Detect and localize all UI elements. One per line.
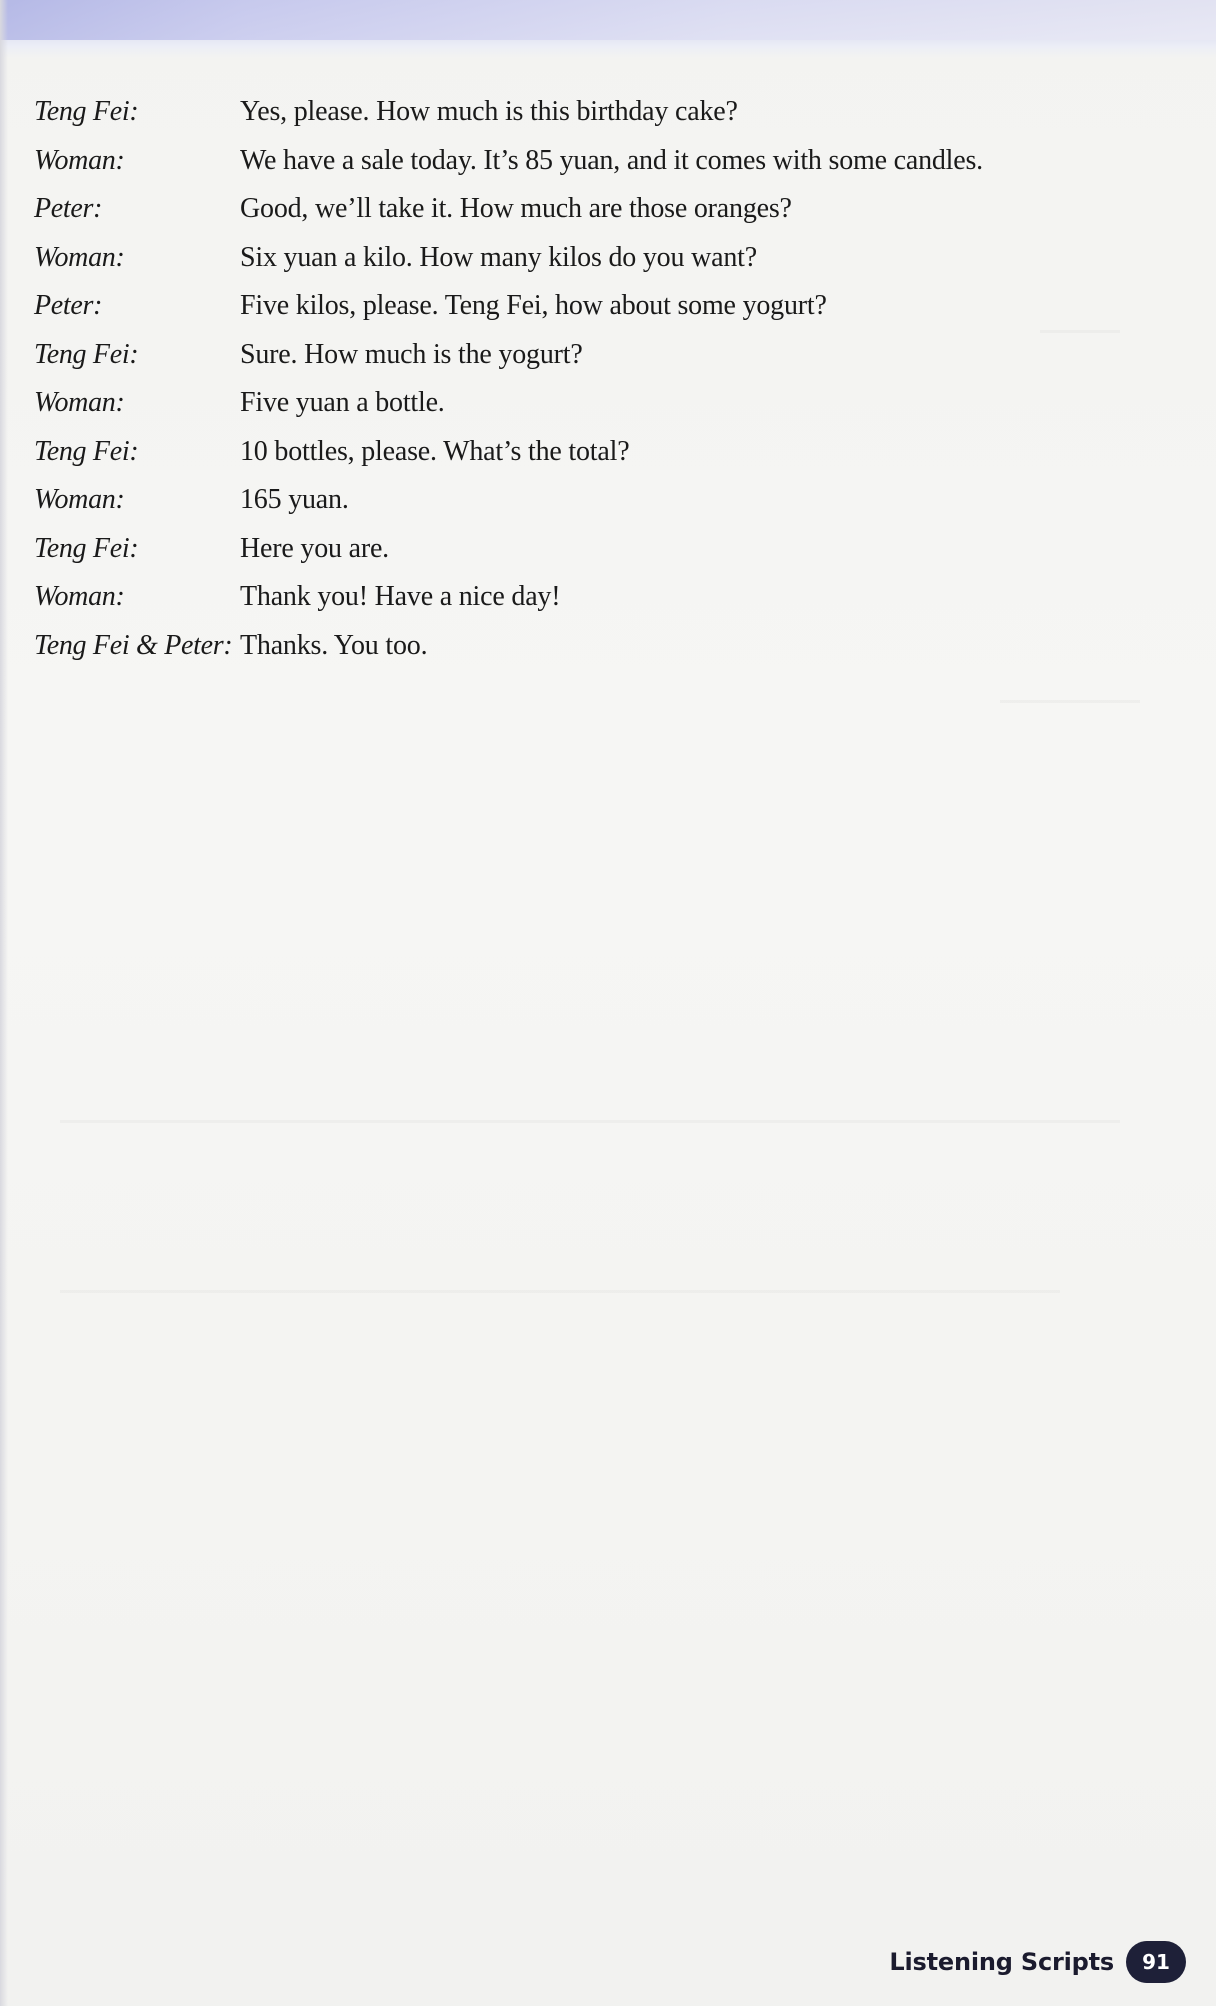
speaker-label: Teng Fei & Peter: [34,629,233,661]
dialogue-line [34,92,1154,141]
dialogue-line [34,529,1154,578]
dialogue-line [34,286,1154,335]
speaker-label: Peter: [34,193,103,224]
bleed-through-mark [60,1120,1120,1123]
speaker-label: Teng Fei: [34,96,139,127]
speaker-label: Woman: [34,241,125,273]
dialogue-line [34,383,1154,432]
speech-text: Six yuan a kilo. How many kilos do you want? [240,241,757,273]
speaker-label: Teng Fei: [34,338,139,370]
speech-text: Sure. How much is the yogurt? [240,338,583,370]
speaker-label: Woman: [34,484,125,515]
section-title: Listening Scripts [889,1948,1114,1976]
speech-text: 10 bottles, please. What’s the total? [240,435,630,467]
speaker-label: Woman: [34,581,125,612]
speaker-label: Woman: [34,144,125,176]
dialogue-line [34,335,1154,384]
dialogue-line [34,432,1154,481]
dialogue-line [34,626,1154,675]
speech-text: Thank you! Have a nice day! [240,581,561,612]
speech-text: Thanks. You too. [240,629,428,661]
speech-text: Five yuan a bottle. [240,387,445,418]
speech-text: Yes, please. How much is this birthday cake? [240,96,738,127]
dialogue-line [34,480,1154,529]
dialogue-line [34,238,1154,287]
bleed-through-mark [1000,700,1140,703]
bleed-through-mark [60,1290,1060,1293]
page-footer [889,1940,1186,1984]
speaker-label: Peter: [34,290,103,321]
speech-text: We have a sale today. It’s 85 yuan, and it comes with some candles. [240,144,983,176]
speech-text: Here you are. [240,532,389,564]
dialogue-line [34,189,1154,238]
speech-text: Five kilos, please. Teng Fei, how about some yogurt? [240,290,827,321]
speech-text: Good, we’ll take it. How much are those oranges? [240,193,792,224]
left-page-edge [0,0,8,2006]
top-page-edge [0,0,1216,40]
dialogue-line [34,577,1154,626]
dialogue-line [34,141,1154,190]
speaker-label: Teng Fei: [34,435,139,467]
dialogue-script [34,92,1154,674]
speech-text: 165 yuan. [240,484,349,515]
page-number-badge: 91 [1126,1941,1186,1983]
speaker-label: Teng Fei: [34,532,139,564]
speaker-label: Woman: [34,387,125,418]
